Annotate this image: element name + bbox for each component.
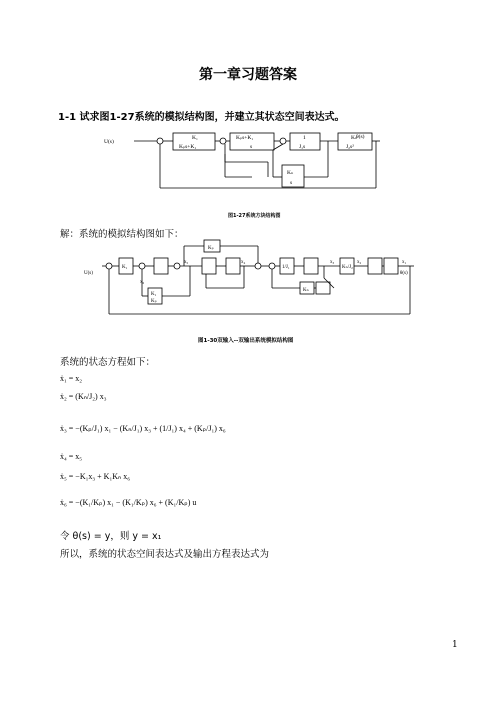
kp-gain-label: Kₚ (208, 246, 214, 251)
kfb-num-label: K₁ (151, 292, 157, 297)
block-diagram-fig1 (100, 124, 380, 220)
page-number: 1 (452, 640, 458, 650)
fig1-caption: 图1-27系统方块结构图 (228, 213, 281, 219)
fig2-output-label: θ(s) (400, 271, 408, 276)
x1-label: x₁ (402, 260, 407, 265)
equation-5: ẋ₅ = −K₁x₃ + K₁Kₙ x₆ (60, 472, 130, 481)
kfb-den-label: Kₚ (151, 299, 157, 304)
equation-6: ẋ₆ = −(K₁/Kₚ) x₁ − (K₁/Kₚ) x₆ + (K₁/Kₚ) u (60, 498, 197, 507)
x3-label: x₃ (330, 260, 335, 265)
x5-label: x₅ (184, 260, 189, 265)
feedback-denominator: s (290, 180, 293, 186)
solution-intro: 解：系统的模拟结构图如下： (60, 229, 184, 240)
equation-3: ẋ₃ = −(Kₚ/J₁) x₁ − (Kₙ/J₁) x₃ + (1/J₁) x₄ + (Kₚ/J₁) x₆ (60, 424, 226, 433)
block4-denominator: J₂s² (346, 144, 354, 150)
block2-numerator: Kₚs+K₁ (236, 135, 254, 141)
x6-label: x₆ (140, 280, 145, 285)
fig2-caption: 图1-30双输入--双输出系统模拟结构图 (198, 338, 294, 344)
equation-2: ẋ₂ = (Kₙ/J₂) x₃ (60, 392, 107, 401)
inv-j1-label: 1/J₁ (282, 265, 290, 270)
fig2-input-label: U(s) (84, 271, 93, 276)
block3-denominator: J₁s (299, 144, 306, 150)
kb-j2-label: Kₙ/J₂ (342, 265, 353, 270)
fig1-input-label: U(s) (104, 139, 114, 145)
k1-gain-label: K₁ (122, 265, 128, 270)
block1-denominator: Kₚs+K₁ (179, 144, 197, 150)
kb-gain-label: Kₙ (303, 288, 309, 293)
block4-numerator: Kₙ (351, 135, 358, 141)
let-line: 令 θ(s) = y，则 y = x₁ (60, 531, 162, 542)
so-line: 所以，系统的状态空间表达式及输出方程表达式为 (60, 549, 270, 560)
x2-label: x₂ (357, 260, 362, 265)
x4-label: x₄ (241, 260, 246, 265)
fig1-output-label: θ(s) (356, 134, 365, 140)
block3-numerator: 1 (303, 135, 306, 141)
chapter-title: 第一章习题答案 (199, 67, 297, 83)
equation-4: ẋ₄ = x₅ (60, 452, 83, 461)
simulation-diagram-fig2 (84, 238, 420, 320)
question-text: 1-1 试求图1-27系统的模拟结构图，并建立其状态空间表达式。 (58, 112, 345, 123)
block1-numerator: K₁ (192, 135, 198, 141)
block2-denominator: s (250, 144, 253, 150)
equation-1: ẋ₁ = x₂ (60, 374, 83, 383)
feedback-numerator: Kₙ (287, 170, 294, 176)
state-eq-intro: 系统的状态方程如下： (60, 357, 156, 368)
